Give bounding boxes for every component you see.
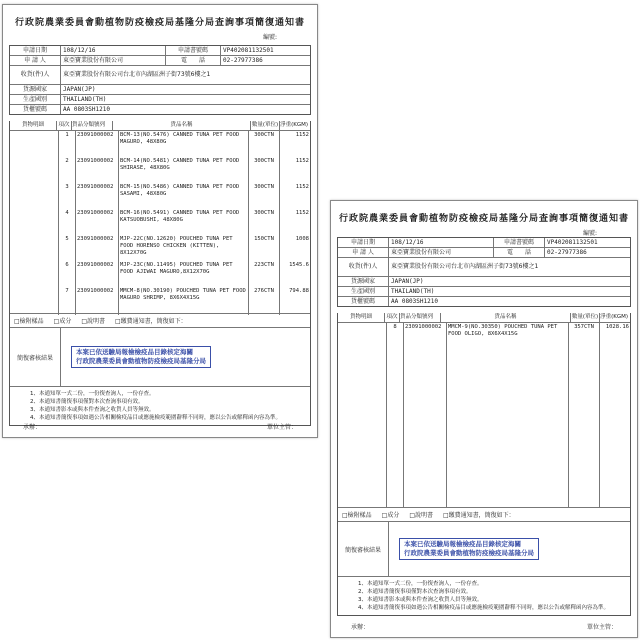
producer-value: THAILAND(TH) <box>391 288 435 295</box>
attachment-checks <box>10 313 310 327</box>
signature-row <box>23 422 297 431</box>
origin-value: JAPAN(JP) <box>391 278 424 285</box>
goods-item-weight: 1028.16 <box>605 324 629 330</box>
producer-value: THAILAND(TH) <box>63 96 107 103</box>
check-composition: □成分 <box>381 512 400 519</box>
goods-item-name: MJP-23C(NO.11495) POUCHED TUNA PET FOOD AJIWAI MAGURO,8X12X70G <box>119 261 249 287</box>
goods-table-filler-cell <box>249 313 280 315</box>
note-2: 2、本通知書簡復事項僅對本次查詢事項有效。 <box>30 399 144 405</box>
official-stamp <box>399 538 539 560</box>
document-title: 行政院農業委員會動植物防疫檢疫局基隆分局查詢事項簡復通知書 <box>338 214 629 224</box>
goods-table-filler-cell <box>76 313 119 315</box>
goods-item-spacer <box>10 287 59 313</box>
goods-item-spacer <box>10 131 59 157</box>
check-composition: □成分 <box>53 318 72 325</box>
document-title: 行政院農業委員會動植物防疫檢疫局基隆分局查詢事項簡復通知書 <box>14 18 305 28</box>
goods-item-qty: 150CTN <box>249 235 280 261</box>
origin-label: 貨源國家 <box>10 85 61 94</box>
goods-item-row <box>10 183 310 209</box>
goods-item-no: 3 <box>59 183 76 209</box>
col-qty-header: 數量(單位) <box>571 314 599 320</box>
col-weight-header: 淨重(KGM) <box>600 314 628 320</box>
check-manual: □說明書 <box>81 318 106 325</box>
goods-item-no: 8 <box>387 323 404 349</box>
note-3: 3、本通知書影本或與本件查詢之收貨人員等無效。 <box>30 407 155 413</box>
cargo-no-label: 貨櫃號碼 <box>338 297 389 306</box>
goods-item-qty: 357CTN <box>569 323 600 349</box>
consignee-value: 東亞寶業股份有限公司台北市內湖區洲子街73號6樓之1 <box>391 263 539 270</box>
col-code-header: 貨品分類號列 <box>400 313 441 322</box>
notice-document-1 <box>2 4 318 438</box>
goods-item-name: MMCM-8(NO.30190) POUCHED TUNA PET FOOD MAGURO SHRIMP, 8X6X4X15G <box>119 287 249 313</box>
signature-supervisor: 單位主管： <box>586 624 617 631</box>
goods-item-spacer <box>10 235 59 261</box>
notice-document-2 <box>330 200 638 638</box>
cargo-no-label: 貨櫃號碼 <box>10 105 61 114</box>
note-1: 1、本通知單一式二份，一份復查詢人，一份存查。 <box>358 581 483 587</box>
signature-clerk: 承辦： <box>351 624 370 631</box>
goods-item-name: BCM-13(NO.5476) CANNED TUNA PET FOOD MAGURO, 48X80G <box>119 131 249 157</box>
goods-table-filler-cell <box>447 349 569 507</box>
applicant-label: 申 請 人 <box>338 248 389 257</box>
stamp-line-1: 本案已依送驗局報檢檢疫品目錄核定海關 <box>76 348 193 356</box>
goods-item-code: 23091000002 <box>76 209 119 235</box>
goods-table-filler-cell <box>600 349 630 507</box>
goods-label: 貨物明細 <box>10 121 57 130</box>
goods-item-qty: 300CTN <box>249 209 280 235</box>
origin-value: JAPAN(JP) <box>63 86 96 93</box>
apply-date-label: 申請日期 <box>338 238 389 247</box>
goods-item-weight: 1152 <box>295 184 309 190</box>
goods-table-filler-cell <box>404 349 447 507</box>
review-result-label: 簡復審核結果 <box>10 328 61 386</box>
attachment-checks <box>338 507 630 521</box>
doc-no-value: VP402081132501 <box>223 47 274 54</box>
review-result <box>10 327 310 386</box>
check-sample: □檢附樣品 <box>342 512 372 519</box>
phone-value: 02-27977386 <box>547 249 587 256</box>
note-4: 4、本通知書簡復事項如遇公告相關檢疫品目或應施檢疫範圍辭釋不同時，應以公告或解釋函內容為準。 <box>30 415 282 421</box>
goods-table-body <box>338 323 630 507</box>
col-name-header: 貨品名稱 <box>441 313 571 322</box>
goods-item-spacer <box>10 183 59 209</box>
goods-item-qty: 300CTN <box>249 157 280 183</box>
apply-date-value: 108/12/16 <box>389 238 494 247</box>
doc-no-value: VP402081132501 <box>547 239 598 246</box>
goods-item-row <box>10 157 310 183</box>
check-manual: □說明書 <box>409 512 434 519</box>
goods-item-spacer <box>338 323 387 349</box>
goods-table-filler-cell <box>569 349 600 507</box>
goods-table-filler-cell <box>119 313 249 315</box>
applicant-value: 東亞寶業股份有限公司 <box>389 248 494 257</box>
goods-item-spacer <box>10 261 59 287</box>
goods-item-qty: 223CTN <box>249 261 280 287</box>
goods-table-filler <box>10 313 310 315</box>
consignee-value: 東亞寶業股份有限公司台北市內湖區洲子街73號6樓之1 <box>63 71 211 78</box>
signature-supervisor: 單位主管： <box>266 424 297 431</box>
goods-item-no: 6 <box>59 261 76 287</box>
goods-item-code: 23091000002 <box>76 261 119 287</box>
goods-table <box>337 313 631 616</box>
producer-label: 生產國別 <box>10 95 61 104</box>
goods-table-filler-cell <box>280 313 310 315</box>
doc-no-label: 申請書號碼 <box>166 46 221 55</box>
goods-item-row <box>10 287 310 313</box>
doc-no-label: 申請書號碼 <box>494 238 545 247</box>
col-name-header: 貨品名稱 <box>113 121 251 130</box>
goods-table-filler <box>338 349 630 507</box>
official-stamp <box>71 346 211 368</box>
review-result-label: 簡復審核結果 <box>338 522 389 576</box>
col-weight-header: 淨重(KGM) <box>280 122 308 128</box>
goods-item-spacer <box>10 209 59 235</box>
goods-item-spacer <box>10 157 59 183</box>
goods-item-code: 23091000002 <box>76 235 119 261</box>
goods-item-name: BCM-14(NO.5481) CANNED TUNA PET FOOD SHIRASE, 48X80G <box>119 157 249 183</box>
notes <box>10 386 310 425</box>
cargo-no-value: AA 0803SH1210 <box>391 298 438 305</box>
origin-label: 貨源國家 <box>338 277 389 286</box>
goods-table-body <box>10 131 310 313</box>
goods-item-weight: 1545.6 <box>289 262 309 268</box>
header-grid <box>9 45 311 115</box>
phone-value: 02-27977386 <box>223 57 263 64</box>
stamp-line-2: 行政院農業委員會動植物防疫檢疫局基隆分局 <box>76 357 206 365</box>
goods-item-no: 7 <box>59 287 76 313</box>
note-4: 4、本通知書簡復事項如遇公告相關檢疫品目或應施檢疫範圍辭釋不同時，應以公告或解釋函內容為準。 <box>358 605 610 611</box>
goods-table-header <box>10 121 310 131</box>
col-no-header: 項次 <box>385 313 400 322</box>
signature-clerk: 承辦： <box>23 424 42 431</box>
goods-item-no: 1 <box>59 131 76 157</box>
goods-item-qty: 300CTN <box>249 131 280 157</box>
goods-item-weight: 1152 <box>295 132 309 138</box>
goods-item-name: MJP-22C(NO.12620) POUCHED TUNA PET FOOD HORENSO CHICKEN (KITTEN), 8X12X70G <box>119 235 249 261</box>
stamp-line-1: 本案已依送驗局報檢檢疫品目錄核定海關 <box>404 540 521 548</box>
note-3: 3、本通知書影本或與本件查詢之收貨人員等無效。 <box>358 597 483 603</box>
signature-row <box>351 622 617 631</box>
goods-item-name: MMCM-9(NO.30350) POUCHED TUNA PET FOOD OLIGO, 8X6X4X15G <box>447 323 569 349</box>
goods-item-code: 23091000002 <box>76 131 119 157</box>
apply-date-label: 申請日期 <box>10 46 61 55</box>
serial-label: 編號: <box>582 230 597 237</box>
goods-item-weight: 794.88 <box>289 288 309 294</box>
col-qty-header: 數量(單位) <box>251 122 279 128</box>
review-result <box>338 521 630 576</box>
goods-table-filler-cell <box>59 313 76 315</box>
goods-item-code: 23091000002 <box>76 287 119 313</box>
serial-label: 編號: <box>262 34 277 41</box>
check-sample: □檢附樣品 <box>14 318 44 325</box>
goods-item-row <box>338 323 630 349</box>
goods-item-row <box>10 209 310 235</box>
consignee-label: 收貨(件)人 <box>338 258 389 276</box>
goods-item-no: 5 <box>59 235 76 261</box>
goods-item-code: 23091000002 <box>76 183 119 209</box>
goods-item-weight: 1008 <box>295 236 309 242</box>
phone-label: 電 話 <box>494 248 545 257</box>
phone-label: 電 話 <box>166 56 221 65</box>
apply-date-value: 108/12/16 <box>61 46 166 55</box>
goods-item-code: 23091000002 <box>76 157 119 183</box>
applicant-label: 申 請 人 <box>10 56 61 65</box>
goods-table-header <box>338 313 630 323</box>
note-2: 2、本通知書簡復事項僅對本次查詢事項有效。 <box>358 589 472 595</box>
check-fee-notice: □繳費通知書，簡復如下： <box>115 318 187 325</box>
goods-label: 貨物明細 <box>338 313 385 322</box>
header-grid <box>337 237 631 307</box>
goods-item-qty: 276CTN <box>249 287 280 313</box>
goods-item-weight: 1152 <box>295 158 309 164</box>
goods-item-code: 23091000002 <box>404 323 447 349</box>
consignee-label: 收貨(件)人 <box>10 66 61 84</box>
col-no-header: 項次 <box>57 121 72 130</box>
applicant-value: 東亞寶業股份有限公司 <box>61 56 166 65</box>
goods-item-name: BCM-15(NO.5486) CANNED TUNA PET FOOD SASAMI, 48X80G <box>119 183 249 209</box>
goods-table <box>9 121 311 426</box>
goods-item-row <box>10 131 310 157</box>
notes <box>338 576 630 615</box>
goods-item-qty: 300CTN <box>249 183 280 209</box>
goods-item-name: BCM-16(NO.5491) CANNED TUNA PET FOOD KATSUOBUSHI, 48X80G <box>119 209 249 235</box>
goods-item-no: 4 <box>59 209 76 235</box>
stamp-line-2: 行政院農業委員會動植物防疫檢疫局基隆分局 <box>404 549 534 557</box>
goods-table-filler-cell <box>10 313 59 315</box>
goods-item-no: 2 <box>59 157 76 183</box>
producer-label: 生產國別 <box>338 287 389 296</box>
note-1: 1、本通知單一式二份，一份復查詢人，一份存查。 <box>30 391 155 397</box>
goods-item-row <box>10 235 310 261</box>
goods-table-filler-cell <box>338 349 387 507</box>
goods-item-row <box>10 261 310 287</box>
goods-table-filler-cell <box>387 349 404 507</box>
col-code-header: 貨品分類號列 <box>72 121 113 130</box>
cargo-no-value: AA 0803SH1210 <box>63 106 110 113</box>
check-fee-notice: □繳費通知書，簡復如下： <box>443 512 515 519</box>
goods-item-weight: 1152 <box>295 210 309 216</box>
